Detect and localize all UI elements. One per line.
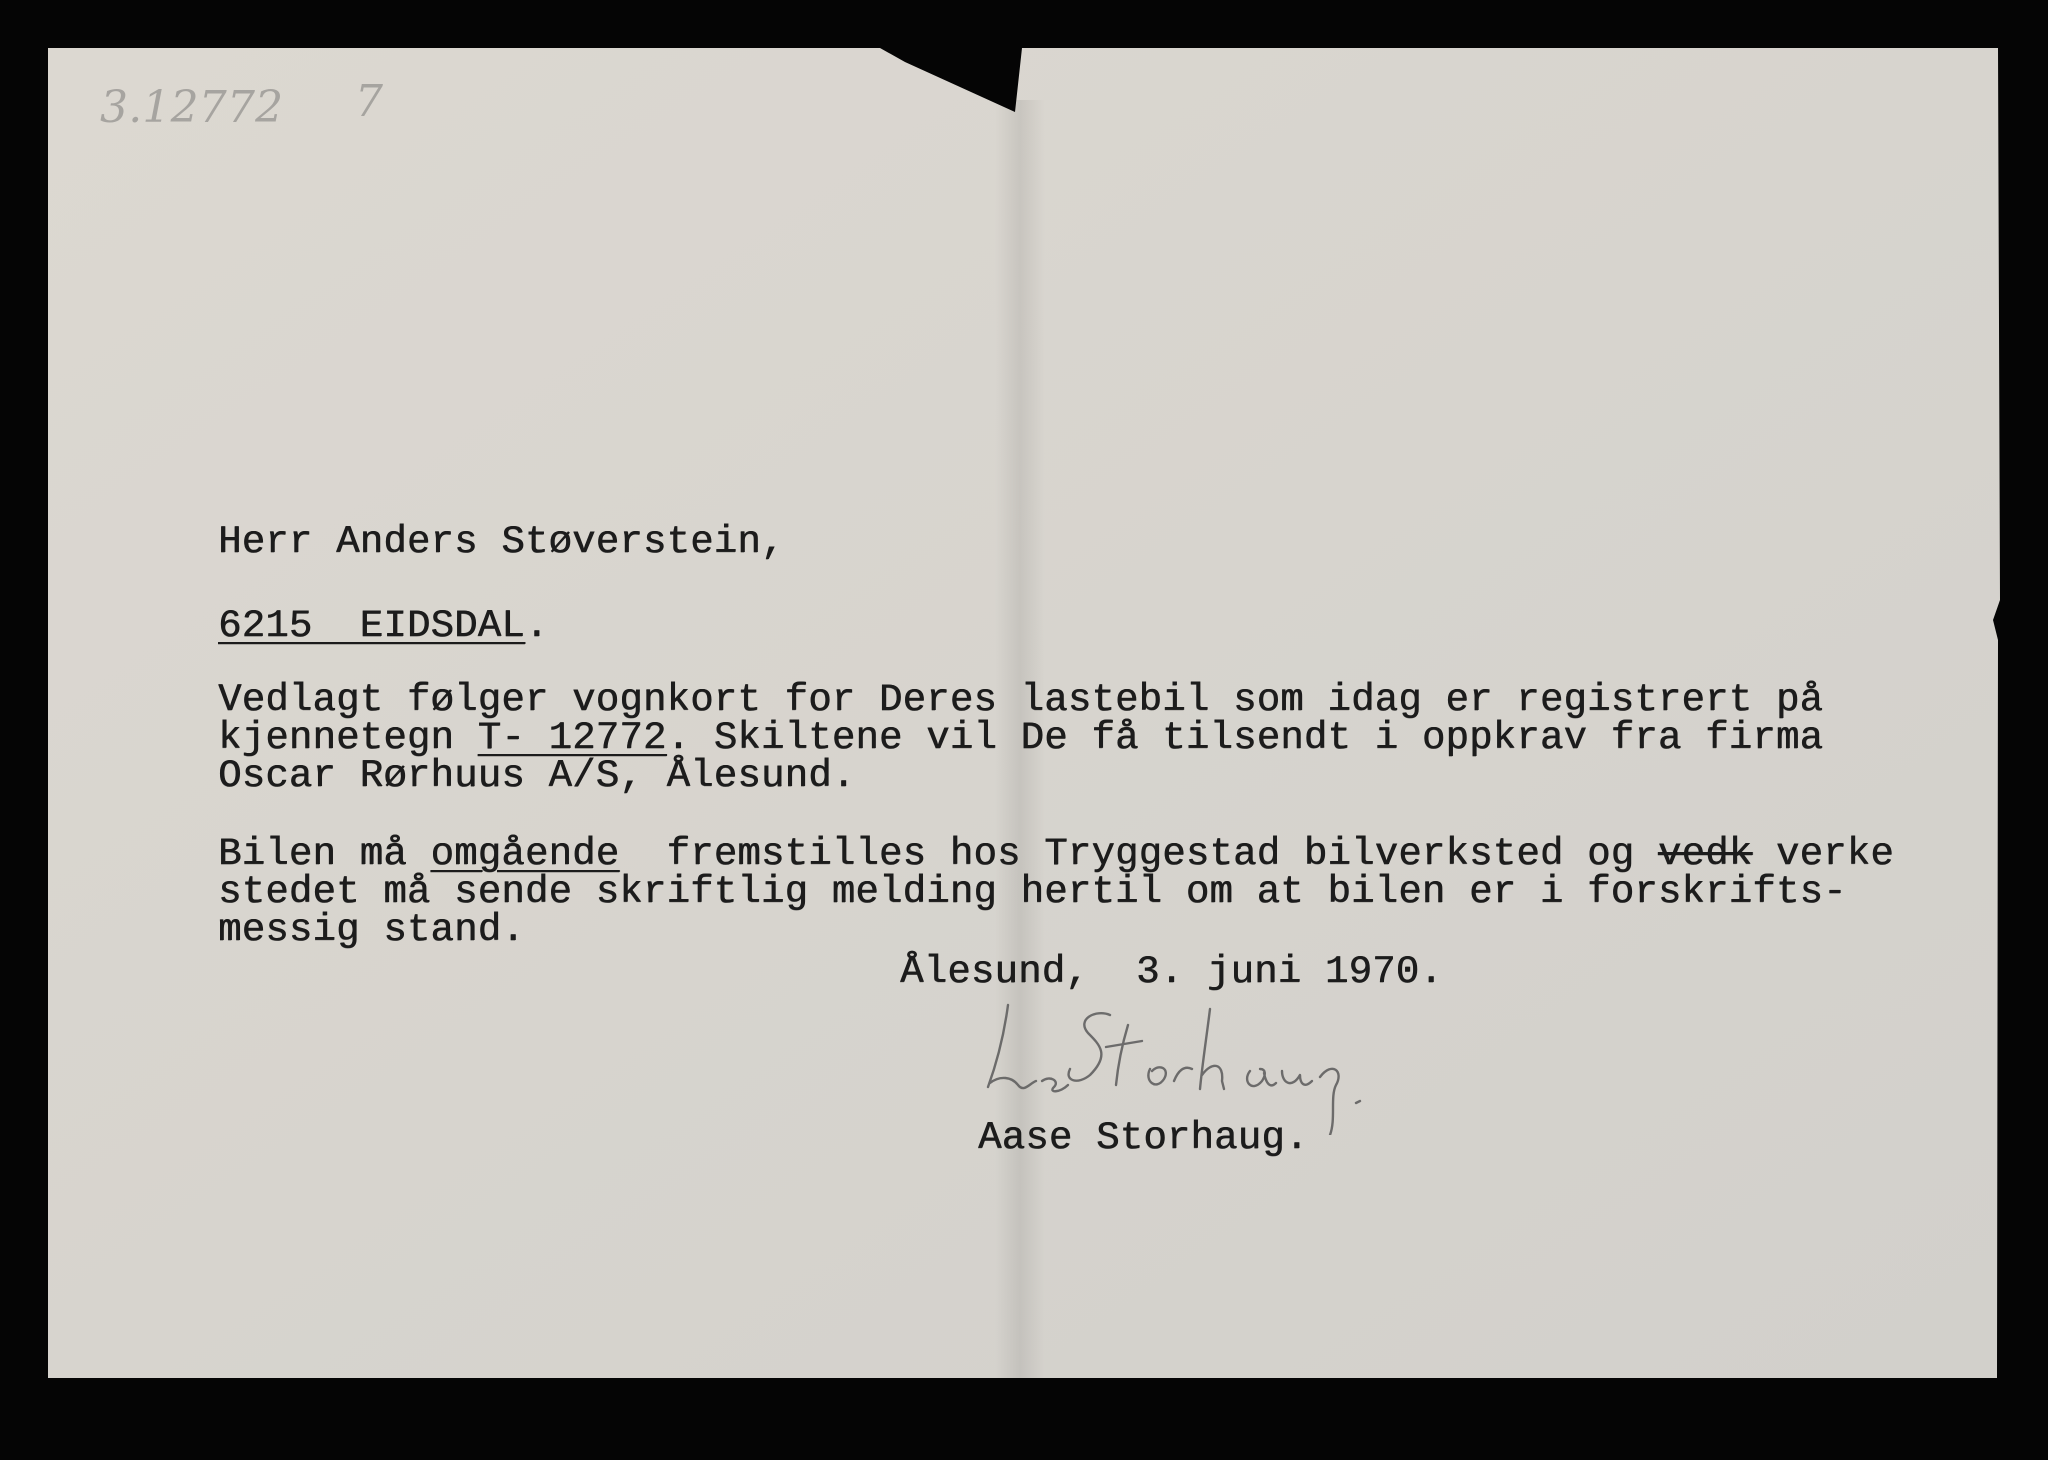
struck-word: vedk [1657, 832, 1753, 876]
registration-plate: T- 12772 [477, 716, 667, 760]
place-date-line: Ålesund, 3. juni 1970. [900, 950, 1443, 994]
address-period: . [524, 604, 549, 648]
address-city: EIDSDAL [359, 604, 525, 648]
pencil-annotation-right: 7 [355, 76, 384, 127]
p1-l2-start: kjennetegn [218, 716, 478, 760]
p2-l1-start: Bilen må [218, 832, 431, 876]
p2-l1-middle: fremstilles hos Tryggestad bilverksted og [619, 832, 1658, 876]
paragraph-1-line-1: Vedlagt følger vognkort for Deres lastebil som idag er registrert på [218, 678, 1824, 722]
address-postcode: 6215 [218, 604, 313, 648]
handwritten-signature [960, 985, 1500, 1135]
signature-typed-name: Aase Storhaug. [978, 1116, 1309, 1160]
p2-l1-end: verke [1752, 832, 1894, 876]
paragraph-2-line-3: messig stand. [218, 908, 525, 952]
p1-l2-end: . Skiltene vil De få tilsendt i oppkrav fra firma [666, 716, 1824, 760]
urgent-word: omgående [430, 832, 620, 876]
pencil-annotation: 3.12772 [100, 82, 284, 133]
paragraph-1-line-2 [218, 718, 1823, 758]
address-line [218, 606, 548, 646]
paragraph-2-line-2: stedet må sende skriftlig melding hertil om at bilen er i forskrifts- [218, 870, 1847, 914]
paragraph-2-line-1 [218, 834, 1894, 874]
paragraph-1-line-3: Oscar Rørhuus A/S, Ålesund. [218, 754, 856, 798]
addressee-line: Herr Anders Støverstein, [218, 520, 785, 564]
address-spacer [312, 604, 359, 648]
